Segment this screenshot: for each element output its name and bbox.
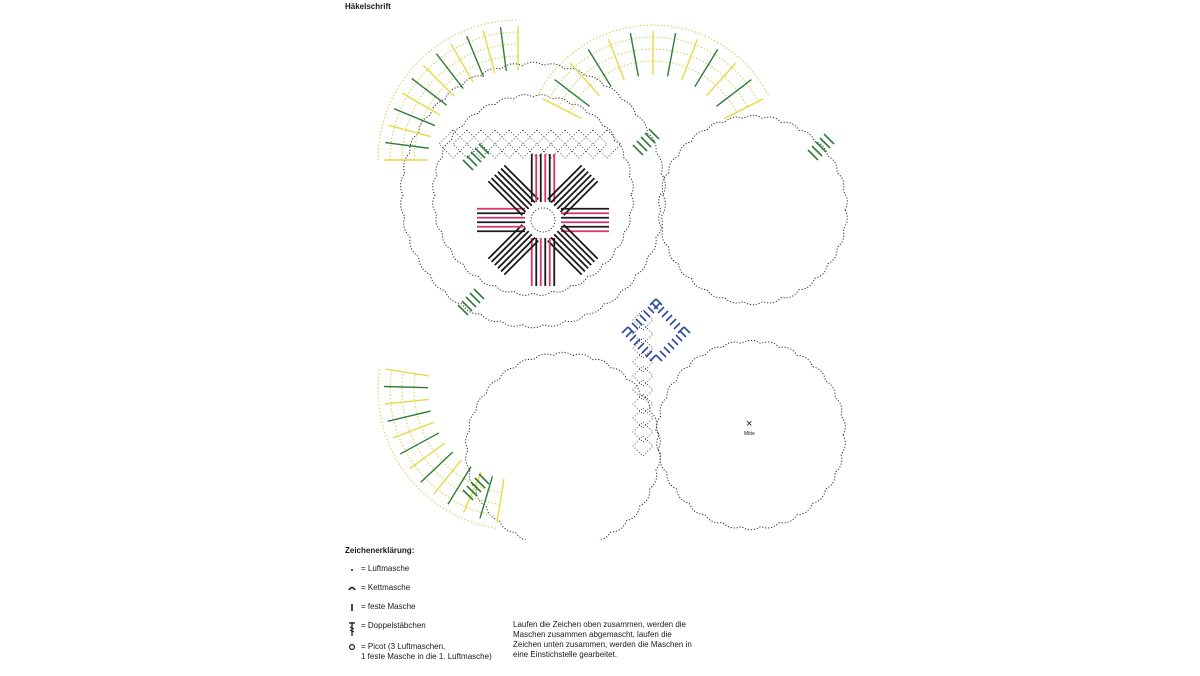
fan-top-center-spoke: [543, 99, 582, 119]
blue-stitch: [626, 331, 632, 337]
blue-stitch: [666, 315, 672, 321]
legend-item-chain: = Luftmasche: [345, 564, 409, 580]
fan-top-center-spoke: [724, 99, 763, 119]
star-center-ring: [531, 208, 555, 232]
fan-top-center-spoke: [570, 63, 599, 96]
fan-top-center-spoke: [630, 33, 638, 76]
legend-title: Zeichenerklärung:: [345, 546, 415, 555]
motif-top-right-ring: [659, 115, 848, 304]
blue-stitch: [674, 323, 680, 329]
blue-stitch: [622, 327, 628, 333]
chain-dot-icon: [345, 564, 359, 574]
legend-item-double-treble: = Doppelstäbchen: [345, 621, 426, 637]
slip-stitch-arc-icon: [345, 583, 359, 593]
fan-top-center-spoke: [555, 80, 590, 107]
fan-left-spoke: [385, 399, 429, 404]
fan-top-left-spoke: [501, 27, 507, 71]
fan-left-spoke: [497, 479, 504, 522]
blue-stitch: [672, 339, 678, 345]
fan-top-left-spoke: [483, 31, 494, 74]
blue-stitch: [660, 351, 666, 357]
center-label: Mitte: [744, 431, 755, 437]
blue-stitch: [650, 355, 656, 361]
double-treble-icon: [345, 621, 359, 637]
fan-left-spoke: [386, 369, 429, 376]
fan-top-center-spoke: [716, 80, 751, 107]
single-crochet-bar-icon: [345, 602, 359, 612]
fan-top-center-spoke: [609, 39, 625, 80]
blue-stitch: [648, 307, 654, 313]
blue-stitch: [662, 311, 668, 317]
fan-top-left-spoke: [467, 36, 484, 77]
fan-left-spoke: [400, 433, 439, 454]
center-mark: ×: [746, 418, 753, 430]
fan-top-left-spoke: [394, 109, 435, 126]
fan-top-left-spoke: [389, 125, 432, 136]
legend-item-picot: = Picot (3 Luftmaschen, 1 feste Masche in die 1. Luftmasche): [345, 642, 492, 658]
mesh-diamond: [633, 422, 653, 442]
fan-top-center-spoke: [682, 39, 698, 80]
blue-stitch: [640, 315, 646, 321]
blue-stitch: [630, 335, 636, 341]
mesh-diamond: [633, 352, 653, 372]
blue-stitch: [658, 307, 664, 313]
mesh-diamond: [633, 436, 653, 456]
blue-stitch: [664, 347, 670, 353]
blue-stitch: [676, 335, 682, 341]
fan-left-spoke: [480, 476, 492, 518]
legend-item-slip-stitch: = Kettmasche: [345, 583, 410, 599]
fan-left-spoke: [388, 411, 431, 421]
mesh-diamond: [633, 338, 653, 358]
blue-stitch: [646, 351, 652, 357]
fan-left-arc: [414, 374, 502, 493]
decrease-note: Laufen die Zeichen oben zusammen, werden die Maschen zusammen abgemascht, laufen die Zeichen unten zusammen, werden die Maschen in eine Einstichstelle gearbeitet.: [513, 620, 692, 659]
blue-stitch: [656, 355, 662, 361]
fan-left-spoke: [393, 422, 434, 438]
blue-stitch: [684, 327, 690, 333]
blue-stitch: [642, 347, 648, 353]
blue-stitch: [644, 311, 650, 317]
blue-stitch: [680, 331, 686, 337]
page-title: Häkelschrift: [345, 2, 391, 11]
blue-stitch: [670, 319, 676, 325]
blue-stitch: [668, 343, 674, 349]
motif-bottom-left-ring: [466, 352, 661, 540]
fan-left-arc: [402, 372, 500, 505]
fan-top-center-spoke: [695, 49, 718, 87]
crochet-chart: [333, 10, 873, 540]
blue-stitch: [638, 343, 644, 349]
legend-item-single-crochet: = feste Masche: [345, 602, 415, 618]
fan-top-center-spoke: [668, 33, 676, 76]
mesh-diamond: [633, 380, 653, 400]
fan-top-left-spoke: [385, 143, 429, 149]
mesh-diamond: [633, 366, 653, 386]
picot-ring-icon: [345, 642, 359, 652]
